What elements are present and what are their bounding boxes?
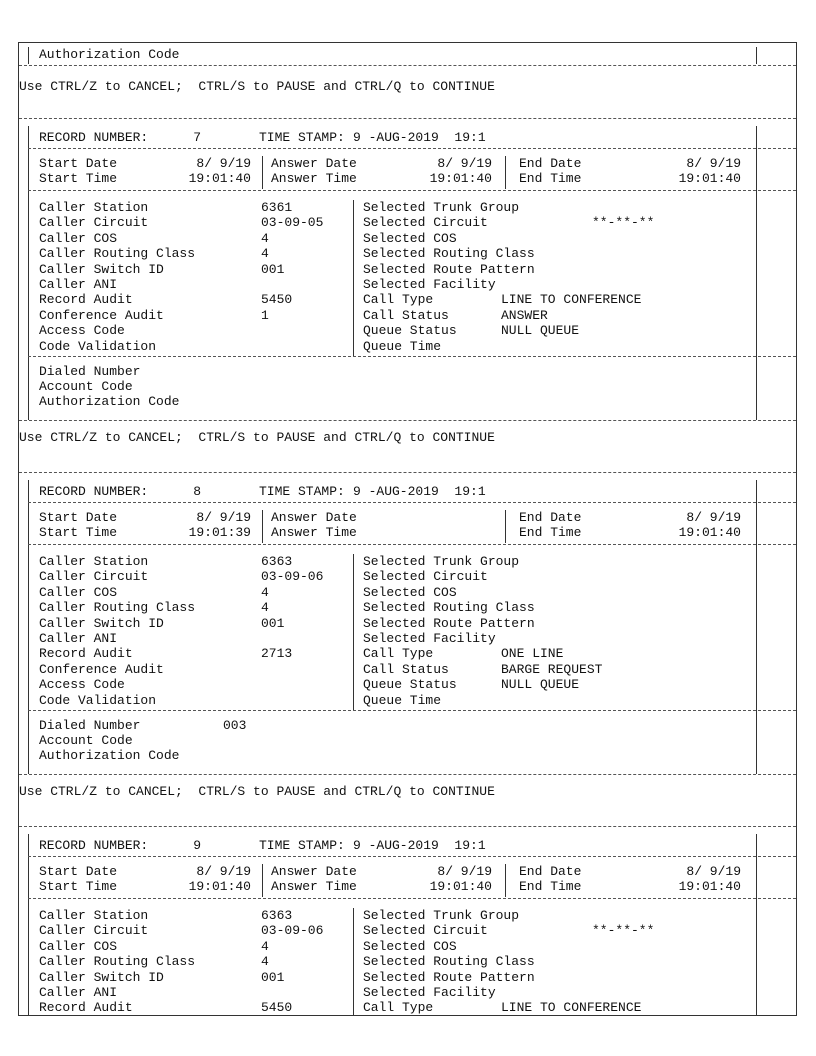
dates-separator (505, 864, 506, 897)
record-header-divider (28, 856, 796, 857)
caller-field-label: Caller Station (39, 200, 149, 215)
caller-field-value: 4 (261, 600, 269, 616)
caller-field-label: Access Code (39, 323, 125, 339)
timestamp-value: 9 -AUG-2019 19:1 (353, 484, 486, 499)
prompt-line: Use CTRL/Z to CANCEL; CTRL/S to PAUSE and CTRL/Q to CONTINUE (19, 79, 495, 94)
start-date: 8/ 9/19 (196, 156, 251, 171)
caller-divider (28, 356, 796, 357)
record-border-left (28, 126, 29, 420)
record-border-left (28, 480, 29, 774)
selected-field-value: **-**-** (592, 215, 655, 231)
dialed-number-label: Dialed Number (39, 718, 141, 733)
selected-field-value: LINE TO CONFERENCE (501, 292, 642, 308)
caller-field-label: Code Validation (39, 338, 157, 354)
header-divider (19, 65, 796, 66)
record-number-label: RECORD NUMBER: (39, 130, 149, 145)
caller-field-label: Record Audit (39, 1000, 133, 1016)
selected-field-label: Call Type (363, 292, 434, 308)
record-top-divider (19, 472, 796, 473)
header-border-right (756, 47, 757, 64)
selected-field-label: Queue Time (363, 692, 442, 708)
caller-field-value: 001 (261, 969, 285, 985)
timestamp-value: 9 -AUG-2019 19:1 (353, 838, 486, 853)
record-border-right (756, 834, 757, 1016)
start-date-label: Start Date (39, 156, 118, 171)
authorization-code-label: Authorization Code (39, 748, 180, 763)
dates-divider (28, 898, 796, 899)
answer-time: 19:01:40 (429, 171, 492, 186)
end-date: 8/ 9/19 (686, 156, 741, 171)
selected-field-label: Selected Trunk Group (363, 908, 520, 923)
terminal-report (18, 42, 797, 1016)
caller-field-label: Caller ANI (39, 631, 118, 646)
selected-field-label: Queue Status (363, 323, 457, 339)
selected-field-value: **-**-** (592, 923, 655, 939)
record-bottom-divider (19, 420, 796, 421)
start-date-label: Start Date (39, 510, 118, 525)
dialed-number-label: Dialed Number (39, 364, 141, 379)
caller-field-label: Caller Circuit (39, 215, 149, 231)
selected-field-value: ANSWER (501, 307, 548, 323)
caller-divider (28, 710, 796, 711)
caller-field-value: 4 (261, 246, 269, 262)
start-time-label: Start Time (39, 879, 118, 894)
account-code-label: Account Code (39, 733, 133, 748)
caller-field-value: 6361 (261, 200, 293, 215)
selected-field-label: Selected COS (363, 230, 457, 246)
selected-field-label: Selected Circuit (363, 923, 488, 939)
end-time: 19:01:40 (678, 879, 741, 894)
record-border-right (756, 126, 757, 420)
selected-field-label: Queue Time (363, 338, 442, 354)
answer-date-label: Answer Date (271, 510, 357, 525)
selected-field-label: Selected Circuit (363, 215, 488, 231)
timestamp-value: 9 -AUG-2019 19:1 (353, 130, 486, 145)
caller-field-value: 001 (261, 615, 285, 631)
caller-field-label: Caller ANI (39, 985, 118, 1000)
caller-field-label: Conference Audit (39, 661, 164, 677)
end-date-label: End Date (519, 510, 582, 525)
record-top-divider (19, 118, 796, 119)
start-time-label: Start Time (39, 525, 118, 540)
caller-field-label: Caller Routing Class (39, 246, 196, 262)
record-number: 9 (193, 838, 201, 853)
end-date: 8/ 9/19 (686, 864, 741, 879)
caller-field-value: 001 (261, 261, 285, 277)
caller-field-value: 4 (261, 230, 269, 246)
selected-field-label: Queue Status (363, 677, 457, 693)
account-code-label: Account Code (39, 379, 133, 394)
selected-field-label: Call Status (363, 661, 449, 677)
caller-field-label: Caller Routing Class (39, 954, 196, 970)
selected-field-label: Selected Routing Class (363, 246, 535, 262)
caller-field-value: 6363 (261, 908, 293, 923)
caller-field-value: 4 (261, 954, 269, 970)
answer-time-label: Answer Time (271, 525, 357, 540)
end-date: 8/ 9/19 (686, 510, 741, 525)
selected-field-value: NULL QUEUE (501, 323, 580, 339)
timestamp-label: TIME STAMP: (259, 484, 345, 499)
end-time-label: End Time (519, 171, 582, 186)
selected-field-label: Selected Routing Class (363, 600, 535, 616)
caller-field-label: Caller Station (39, 554, 149, 569)
caller-field-label: Caller Station (39, 908, 149, 923)
header-auth-code-label: Authorization Code (39, 47, 180, 62)
caller-field-value: 03-09-05 (261, 215, 324, 231)
caller-field-value: 03-09-06 (261, 569, 324, 585)
answer-date: 8/ 9/19 (437, 864, 492, 879)
answer-date-label: Answer Date (271, 156, 357, 171)
caller-field-label: Caller Switch ID (39, 615, 164, 631)
selected-field-label: Selected Facility (363, 985, 496, 1000)
caller-selected-separator (353, 200, 354, 356)
end-time: 19:01:40 (678, 171, 741, 186)
start-time: 19:01:39 (188, 525, 251, 540)
caller-selected-separator (353, 554, 354, 710)
selected-field-label: Selected Route Pattern (363, 969, 535, 985)
record-header-divider (28, 148, 796, 149)
caller-field-label: Caller COS (39, 584, 118, 600)
dates-separator (505, 156, 506, 189)
answer-date: 8/ 9/19 (437, 156, 492, 171)
caller-field-label: Access Code (39, 677, 125, 693)
timestamp-label: TIME STAMP: (259, 838, 345, 853)
answer-time-label: Answer Time (271, 879, 357, 894)
selected-field-value: NULL QUEUE (501, 677, 580, 693)
end-date-label: End Date (519, 864, 582, 879)
caller-field-label: Code Validation (39, 692, 157, 708)
caller-field-label: Caller ANI (39, 277, 118, 292)
start-date-label: Start Date (39, 864, 118, 879)
caller-field-label: Conference Audit (39, 307, 164, 323)
answer-time: 19:01:40 (429, 879, 492, 894)
caller-field-label: Caller Switch ID (39, 261, 164, 277)
caller-field-value: 5450 (261, 292, 293, 308)
caller-field-value: 5450 (261, 1000, 293, 1016)
dates-separator (505, 510, 506, 543)
caller-field-label: Caller Circuit (39, 569, 149, 585)
selected-field-value: ONE LINE (501, 646, 564, 662)
end-date-label: End Date (519, 156, 582, 171)
dates-separator (262, 156, 263, 189)
header-border-left (28, 47, 29, 64)
selected-field-label: Selected Route Pattern (363, 615, 535, 631)
prompt-line: Use CTRL/Z to CANCEL; CTRL/S to PAUSE and CTRL/Q to CONTINUE (19, 784, 495, 799)
dates-separator (262, 510, 263, 543)
end-time-label: End Time (519, 525, 582, 540)
selected-field-label: Selected Circuit (363, 569, 488, 585)
dates-divider (28, 544, 796, 545)
caller-field-label: Caller COS (39, 938, 118, 954)
selected-field-label: Selected Route Pattern (363, 261, 535, 277)
caller-field-label: Record Audit (39, 292, 133, 308)
caller-field-value: 03-09-06 (261, 923, 324, 939)
answer-date (372, 510, 492, 526)
caller-field-value: 1 (261, 307, 269, 323)
record-border-right (756, 480, 757, 774)
selected-field-label: Selected Facility (363, 277, 496, 292)
end-time-label: End Time (519, 879, 582, 894)
caller-field-label: Caller Switch ID (39, 969, 164, 985)
dialed-number: 003 (223, 718, 247, 733)
record-top-divider (19, 826, 796, 827)
caller-field-label: Caller COS (39, 230, 118, 246)
selected-field-label: Selected Trunk Group (363, 200, 520, 215)
start-date: 8/ 9/19 (196, 510, 251, 525)
start-time: 19:01:40 (188, 171, 251, 186)
selected-field-label: Selected Trunk Group (363, 554, 520, 569)
answer-date-label: Answer Date (271, 864, 357, 879)
caller-field-value: 4 (261, 584, 269, 600)
answer-time-label: Answer Time (271, 171, 357, 186)
record-number-label: RECORD NUMBER: (39, 838, 149, 853)
authorization-code-label: Authorization Code (39, 394, 180, 409)
answer-time (372, 525, 492, 541)
record-header-divider (28, 502, 796, 503)
prompt-line: Use CTRL/Z to CANCEL; CTRL/S to PAUSE and CTRL/Q to CONTINUE (19, 430, 495, 445)
record-border-left (28, 834, 29, 1016)
record-number: 8 (193, 484, 201, 499)
caller-selected-separator (353, 908, 354, 1016)
dates-divider (28, 190, 796, 191)
timestamp-label: TIME STAMP: (259, 130, 345, 145)
caller-field-label: Caller Circuit (39, 923, 149, 939)
record-number-label: RECORD NUMBER: (39, 484, 149, 499)
selected-field-value: LINE TO CONFERENCE (501, 1000, 642, 1016)
caller-field-value: 4 (261, 938, 269, 954)
caller-field-value: 2713 (261, 646, 293, 662)
record-number: 7 (193, 130, 201, 145)
dates-separator (262, 864, 263, 897)
selected-field-label: Selected Facility (363, 631, 496, 646)
start-time-label: Start Time (39, 171, 118, 186)
selected-field-label: Call Type (363, 1000, 434, 1016)
selected-field-label: Call Status (363, 307, 449, 323)
selected-field-value: BARGE REQUEST (501, 661, 603, 677)
selected-field-label: Selected COS (363, 584, 457, 600)
caller-field-value: 6363 (261, 554, 293, 569)
start-time: 19:01:40 (188, 879, 251, 894)
caller-field-label: Caller Routing Class (39, 600, 196, 616)
selected-field-label: Selected Routing Class (363, 954, 535, 970)
start-date: 8/ 9/19 (196, 864, 251, 879)
end-time: 19:01:40 (678, 525, 741, 540)
selected-field-label: Call Type (363, 646, 434, 662)
selected-field-label: Selected COS (363, 938, 457, 954)
record-bottom-divider (19, 774, 796, 775)
caller-field-label: Record Audit (39, 646, 133, 662)
